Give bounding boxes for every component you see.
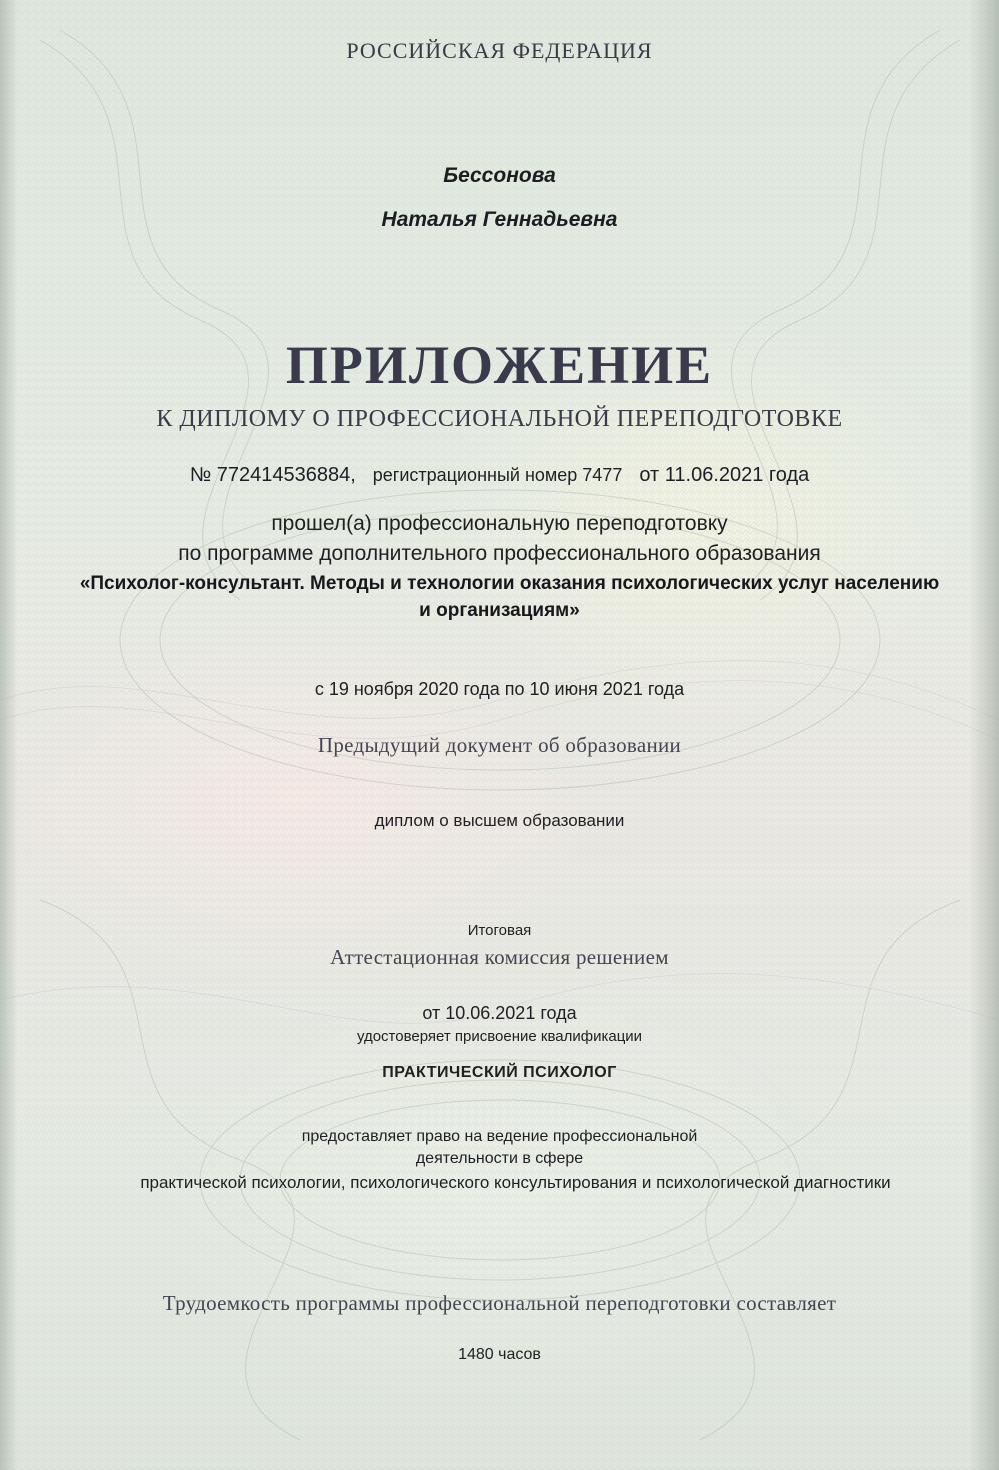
attestation-prefix: Итоговая <box>467 922 532 939</box>
attestation-date: от 10.06.2021 года <box>422 1003 577 1023</box>
qualification-name: ПРАКТИЧЕСКИЙ ПСИХОЛОГ <box>382 1064 617 1081</box>
issue-date: от 11.06.2021 года <box>639 464 810 486</box>
program-name-line-2: и организациям» <box>419 600 580 621</box>
study-period: с 19 ноября 2020 года по 10 июня 2021 года <box>314 679 685 699</box>
registration-number: регистрационный номер 7477 <box>372 465 623 485</box>
attestation-label: Аттестационная комиссия решением <box>330 945 669 969</box>
registration-line <box>0 464 999 487</box>
attestation-note: удостоверяет присвоение квалификации <box>356 1028 643 1045</box>
rights-line-1: предоставляет право на ведение профессиональной <box>301 1128 698 1145</box>
rights-line-3: практической психологии, психологического консультирования и психологической диагностики <box>140 1173 891 1192</box>
previous-document-label: Предыдущий документ об образовании <box>317 733 682 757</box>
program-name-line-1: «Психолог-консультант. Методы и технологии оказания психологических услуг населению <box>79 573 940 594</box>
holder-surname: Бессонова <box>443 164 556 187</box>
rights-line-2: деятельности в сфере <box>415 1150 584 1167</box>
country-header: РОССИЙСКАЯ ФЕДЕРАЦИЯ <box>346 38 653 63</box>
previous-document-value: диплом о высшем образовании <box>374 811 625 830</box>
workload-label: Трудоемкость программы профессиональной переподготовки составляет <box>162 1291 837 1315</box>
holder-given-names: Наталья Геннадьевна <box>381 208 618 231</box>
document-title: ПРИЛОЖЕНИЕ <box>285 335 714 395</box>
workload-value: 1480 часов <box>458 1346 541 1363</box>
diploma-number: № 772414536884, <box>189 464 356 486</box>
document-subtitle: К ДИПЛОМУ О ПРОФЕССИОНАЛЬНОЙ ПЕРЕПОДГОТОВКЕ <box>156 406 843 432</box>
program-line-1: прошел(а) профессиональную переподготовку <box>271 512 728 535</box>
program-line-2: по программе дополнительного профессионального образования <box>178 542 821 565</box>
